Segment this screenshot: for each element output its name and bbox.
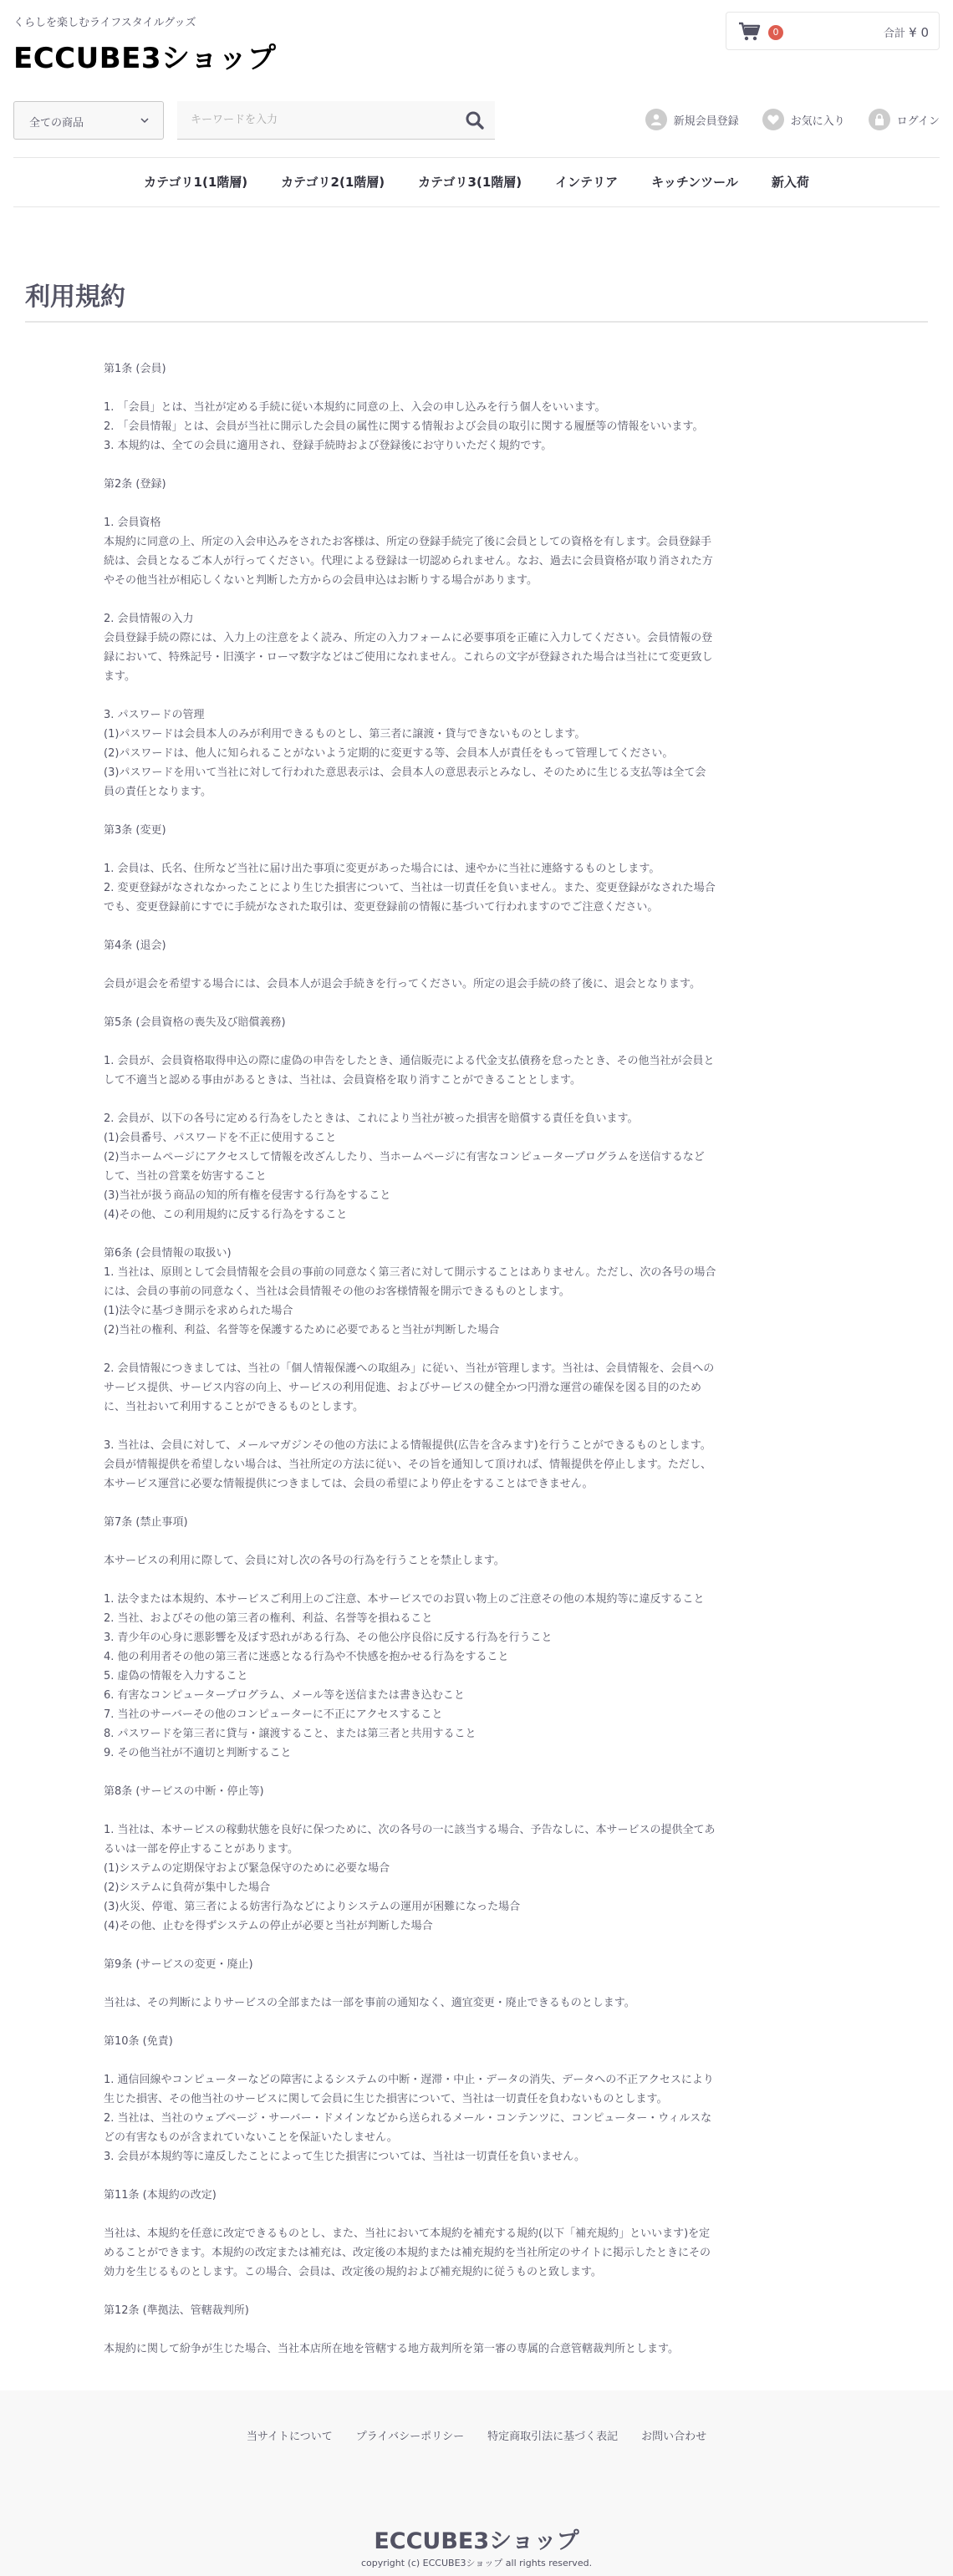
copyright: copyright (c) ECCUBE3ショップ all rights reserved. xyxy=(360,2558,593,2568)
register-link[interactable] xyxy=(645,109,739,130)
terms-line: (2)パスワードは、他人に知られることがないよう定期的に変更する等、会員本人が責任をもって管理してください。 xyxy=(104,747,674,760)
terms-line: 第4条 (退会) xyxy=(104,939,166,952)
terms-line: 効力を生じるものとします。この場合、会員は、改定後の規約および補充規約に従うものと致します。 xyxy=(104,2266,602,2278)
terms-line: 5. 虚偽の情報を入力すること xyxy=(104,1670,248,1683)
terms-paragraph xyxy=(104,609,856,686)
terms-line: (1)法令に基づき開示を求められた場合 xyxy=(104,1305,293,1317)
terms-line: 第8条 (サービスの中断・停止等) xyxy=(104,1785,264,1798)
login-link-label: ログイン xyxy=(896,115,940,128)
terms-line: 1. 当社は、原則として会員情報を会員の事前の同意なく第三者に対して開示することはありません。ただし、次の各号の場合 xyxy=(104,1266,716,1279)
search-input[interactable] xyxy=(177,101,495,140)
terms-line: (2)当ホームページにアクセスして情報を改ざんしたり、当ホームページに有害なコンピュータープログラムを送信するなど xyxy=(104,1151,705,1163)
terms-line: やその他当社が相応しくないと判断した方からの会員申込はお断りする場合があります。 xyxy=(104,574,538,587)
terms-line: 1. 会員資格 xyxy=(104,517,161,529)
site-footer xyxy=(0,2390,953,2576)
favorites-link[interactable] xyxy=(762,109,845,130)
terms-paragraph xyxy=(104,2070,856,2166)
terms-line: (2)当社の権利、利益、名誉等を保護するために必要であると当社が判断した場合 xyxy=(104,1324,500,1336)
terms-paragraph xyxy=(104,1993,856,2013)
cart-total-amount: ¥ 0 xyxy=(909,25,929,40)
terms-line: 第3条 (変更) xyxy=(104,824,166,837)
site-logo[interactable]: ECCUBE3ショップ xyxy=(13,42,277,75)
terms-line: に、当社おいて利用することができるものとします。 xyxy=(104,1401,364,1413)
footer-link-contact[interactable]: お問い合わせ xyxy=(641,2431,707,2443)
terms-line: 当社は、その判断によりサービスの全部または一部を事前の通知なく、適宜変更・廃止できるものとします。 xyxy=(104,1997,635,2009)
terms-paragraph xyxy=(104,1590,856,1763)
terms-paragraph xyxy=(104,1109,856,1224)
terms-line: 2. 「会員情報」とは、会員が当社に開示した会員の属性に関する情報および会員の取引に関する履歴等の情報をいいます。 xyxy=(104,420,704,433)
terms-line: サービス提供、サービス内容の向上、サービスの利用促進、およびサービスの健全かつ円滑な運営の確保を図る目的のため xyxy=(104,1382,702,1394)
terms-paragraph xyxy=(104,936,856,955)
login-link[interactable] xyxy=(869,109,940,130)
terms-line: めることができます。本規約の改定または補充は、改定後の本規約または補充規約を当社所定のサイトに掲示したときにその xyxy=(104,2247,711,2259)
terms-line: 1. 通信回線やコンピューターなどの障害によるシステムの中断・遅滞・中止・データの消失、データへの不正アクセスにより xyxy=(104,2074,714,2086)
chevron-down-icon xyxy=(140,115,150,125)
terms-paragraph xyxy=(104,2301,856,2320)
terms-line: 本規約に関して紛争が生じた場合、当社本店所在地を管轄する地方裁判所を第一審の専属的合意管轄裁判所とします。 xyxy=(104,2343,679,2355)
footer-link-privacy[interactable]: プライバシーポリシー xyxy=(355,2431,465,2443)
terms-line: 2. 当社は、当社のウェブページ・サーバー・ドメインなどから送られるメール・コンテンツに、コンピューター・ウィルスな xyxy=(104,2112,712,2125)
terms-line: 3. 会員が本規約等に違反したことによって生じた損害については、当社は一切責任を負いません。 xyxy=(104,2151,586,2163)
nav-item-new-arrivals[interactable]: 新入荷 xyxy=(771,175,809,190)
terms-line: 第12条 (準拠法、管轄裁判所) xyxy=(104,2304,249,2317)
terms-paragraph xyxy=(104,1436,856,1494)
category-select-value: 全ての商品 xyxy=(29,117,84,130)
cart-total xyxy=(884,24,929,40)
lock-icon xyxy=(869,109,890,130)
terms-paragraph xyxy=(104,359,856,379)
terms-line: 録において、特殊記号・旧漢字・ローマ数字などはご使用になれません。これらの文字が登録された場合は当社にて変更致し xyxy=(104,651,713,664)
terms-paragraph xyxy=(104,1955,856,1974)
site-header xyxy=(0,0,953,150)
terms-line: 本サービスの利用に際して、会員に対し次の各号の行為を行うことを禁止します。 xyxy=(104,1555,505,1567)
footer-link-tokushoho[interactable]: 特定商取引法に基づく表記 xyxy=(487,2431,619,2443)
terms-line: 生じた損害、その他当社のサービスに関して会員に生じた損害について、当社は一切責任を負わないものとします。 xyxy=(104,2093,668,2105)
terms-line: 員の責任となります。 xyxy=(104,786,211,798)
user-icon xyxy=(645,109,667,130)
terms-line: 第5条 (会員資格の喪失及び賠償義務) xyxy=(104,1016,286,1029)
terms-line: 1. 会員は、氏名、住所など当社に届け出た事項に変更があった場合には、速やかに当社に連絡するものとします。 xyxy=(104,863,660,875)
cart-total-label: 合計 xyxy=(883,28,905,40)
nav-item-category3[interactable]: カテゴリ3(1階層) xyxy=(418,175,522,190)
terms-paragraph xyxy=(104,2339,856,2359)
terms-line: して不適当と認める事由があるときは、当社は、会員資格を取り消すことができることとします。 xyxy=(104,1074,581,1087)
terms-line: 3. パスワードの管理 xyxy=(104,709,205,721)
terms-line: 第11条 (本規約の改定) xyxy=(104,2189,217,2202)
terms-line: 1. 「会員」とは、当社が定める手続に従い本規約に同意の上、入会の申し込みを行う個人をいいます。 xyxy=(104,401,606,414)
terms-line: 1. 会員が、会員資格取得申込の際に虚偽の申告をしたとき、通信販売による代金支払債務を怠ったとき、その他当社が会員と xyxy=(104,1055,715,1067)
terms-paragraph xyxy=(104,821,856,840)
terms-line: (1)パスワードは会員本人のみが利用できるものとし、第三者に譲渡・貸与できないものとします。 xyxy=(104,728,586,741)
nav-item-interior[interactable]: インテリア xyxy=(555,175,619,190)
global-nav xyxy=(13,157,940,207)
nav-item-kitchen-tools[interactable]: キッチンツール xyxy=(651,175,738,190)
terms-paragraph xyxy=(104,705,856,802)
terms-line: るいは一部を停止することがあります。 xyxy=(104,1843,298,1856)
title-divider xyxy=(25,321,928,323)
terms-paragraph xyxy=(104,1513,856,1532)
terms-line: には、会員の事前の同意なく、当社は会員情報その他のお客様情報を開示できるものとします。 xyxy=(104,1285,570,1298)
terms-line: 第7条 (禁止事項) xyxy=(104,1516,188,1529)
terms-line: 2. 会員情報の入力 xyxy=(104,613,194,625)
terms-line: 会員登録手続の際には、入力上の注意をよく読み、所定の入力フォームに必要事項を正確に入力してください。会員情報の登 xyxy=(104,632,713,644)
terms-body xyxy=(104,359,856,2378)
terms-line: (1)会員番号、パスワードを不正に使用すること xyxy=(104,1132,337,1144)
tagline: くらしを楽しむライフスタイルグッズ xyxy=(13,17,196,29)
cart-count-badge: 0 xyxy=(768,25,783,40)
terms-line: 第9条 (サービスの変更・廃止) xyxy=(104,1958,253,1971)
terms-paragraph xyxy=(104,1782,856,1801)
terms-paragraph xyxy=(104,398,856,456)
terms-line: 2. 会員情報につきましては、当社の「個人情報保護への取組み」に従い、当社が管理します。当社は、会員情報を、会員への xyxy=(104,1362,715,1375)
cart-button[interactable] xyxy=(726,12,940,50)
terms-line: 3. 本規約は、全ての会員に適用され、登録手続時および登録後にお守りいただく規約です。 xyxy=(104,440,553,452)
terms-paragraph xyxy=(104,1051,856,1090)
terms-paragraph xyxy=(104,1820,856,1936)
terms-line: 1. 法令または本規約、本サービスご利用上のご注意、本サービスでのお買い物上のご注意その他の本規約等に違反すること xyxy=(104,1593,705,1606)
terms-line: 6. 有害なコンピュータープログラム、メール等を送信または書き込むこと xyxy=(104,1689,465,1702)
terms-line: 当社は、本規約を任意に改定できるものとし、また、当社において本規約を補充する規約(以下「補充規約」といいます)を定 xyxy=(104,2227,711,2240)
terms-line: 4. 他の利用者その他の第三者に迷惑となる行為や不快感を抱かせる行為をすること xyxy=(104,1651,509,1663)
terms-line: 第6条 (会員情報の取扱い) xyxy=(104,1247,232,1260)
terms-paragraph xyxy=(104,2032,856,2051)
terms-line: 9. その他当社が不適切と判断すること xyxy=(104,1747,292,1759)
terms-line: して、当社の営業を妨害すること xyxy=(104,1170,267,1183)
terms-line: 第2条 (登録) xyxy=(104,478,166,491)
terms-line: 本サービス運営に必要な情報提供につきましては、会員の希望により停止をすることはできません。 xyxy=(104,1478,594,1490)
terms-paragraph xyxy=(104,1359,856,1417)
terms-line: 3. 当社は、会員に対して、メールマガジンその他の方法による情報提供(広告を含みます)を行うことができるものとします。 xyxy=(104,1439,711,1452)
terms-line: (3)火災、停電、第三者による妨害行為などによりシステムの運用が困難になった場合 xyxy=(104,1901,521,1913)
terms-paragraph xyxy=(104,1013,856,1032)
terms-line: 8. パスワードを第三者に貸与・譲渡すること、または第三者と共用すること xyxy=(104,1728,476,1740)
page-title: 利用規約 xyxy=(25,283,125,312)
terms-paragraph xyxy=(104,975,856,994)
footer-links xyxy=(0,2427,953,2443)
terms-paragraph xyxy=(104,1244,856,1340)
terms-line: (2)システムに負荷が集中した場合 xyxy=(104,1881,271,1894)
terms-paragraph xyxy=(104,2186,856,2205)
terms-paragraph xyxy=(104,475,856,494)
terms-line: (4)その他、この利用規約に反する行為をすること xyxy=(104,1209,348,1221)
footer-link-about[interactable]: 当サイトについて xyxy=(246,2431,333,2443)
terms-line: 本規約に同意の上、所定の入会申込みをされたお客様は、所定の登録手続完了後に会員としての資格を有します。会員登録手 xyxy=(104,536,711,548)
cart-icon xyxy=(738,22,762,42)
search-icon[interactable] xyxy=(465,110,485,130)
terms-paragraph xyxy=(104,513,856,590)
terms-line: 3. 青少年の心身に悪影響を及ぼす恐れがある行為、その他公序良俗に反する行為を行うこと xyxy=(104,1632,553,1644)
category-select[interactable] xyxy=(13,101,164,140)
terms-line: 会員が退会を希望する場合には、会員本人が退会手続きを行ってください。所定の退会手続の終了後に、退会となります。 xyxy=(104,978,701,990)
nav-item-category1[interactable]: カテゴリ1(1階層) xyxy=(144,175,248,190)
terms-paragraph xyxy=(104,859,856,917)
terms-line: どの有害なものが含まれていないことを保証いたしません。 xyxy=(104,2131,398,2144)
heart-icon xyxy=(762,109,784,130)
nav-item-category2[interactable]: カテゴリ2(1階層) xyxy=(281,175,385,190)
terms-line: 2. 当社、およびその他の第三者の権利、利益、名誉等を損ねること xyxy=(104,1612,433,1625)
terms-paragraph xyxy=(104,1551,856,1571)
footer-logo[interactable]: ECCUBE3ショップ xyxy=(374,2528,579,2554)
terms-line: 7. 当社のサーバーその他のコンピューターに不正にアクセスすること xyxy=(104,1708,443,1721)
terms-line: (3)パスワードを用いて当社に対して行われた意思表示は、会員本人の意思表示とみなし、そのために生じる支払等は全て会 xyxy=(104,766,706,779)
user-links xyxy=(645,109,940,130)
terms-line: ます。 xyxy=(104,670,135,683)
terms-line: (1)システムの定期保守および緊急保守のために必要な場合 xyxy=(104,1862,390,1875)
terms-line: 続は、会員となるご本人が行ってください。代理による登録は一切認められません。なお、過去に会員資格が取り消された方 xyxy=(104,555,713,568)
terms-line: 会員が情報提供を希望しない場合は、当社所定の方法に従い、その旨を通知して頂ければ、情報提供を停止します。ただし、 xyxy=(104,1459,711,1471)
terms-line: 2. 変更登録がなされなかったことにより生じた損害について、当社は一切責任を負いません。また、変更登録がなされた場合 xyxy=(104,882,716,894)
terms-line: 第1条 (会員) xyxy=(104,363,166,375)
terms-line: でも、変更登録前にすでに手続がなされた取引は、変更登録前の情報に基づいて行われますのでご注意ください。 xyxy=(104,901,659,914)
terms-line: 第10条 (免責) xyxy=(104,2035,173,2048)
terms-line: 1. 当社は、本サービスの稼動状態を良好に保つために、次の各号の一に該当する場合、予告なしに、本サービスの提供全てあ xyxy=(104,1824,716,1836)
terms-paragraph xyxy=(104,2224,856,2282)
register-link-label: 新規会員登録 xyxy=(673,115,739,128)
terms-line: (4)その他、止むを得ずシステムの停止が必要と当社が判断した場合 xyxy=(104,1920,433,1932)
terms-line: (3)当社が扱う商品の知的所有権を侵害する行為をすること xyxy=(104,1189,391,1202)
terms-line: 2. 会員が、以下の各号に定める行為をしたときは、これにより当社が被った損害を賠償する責任を負います。 xyxy=(104,1112,639,1125)
favorites-link-label: お気に入り xyxy=(790,115,845,128)
